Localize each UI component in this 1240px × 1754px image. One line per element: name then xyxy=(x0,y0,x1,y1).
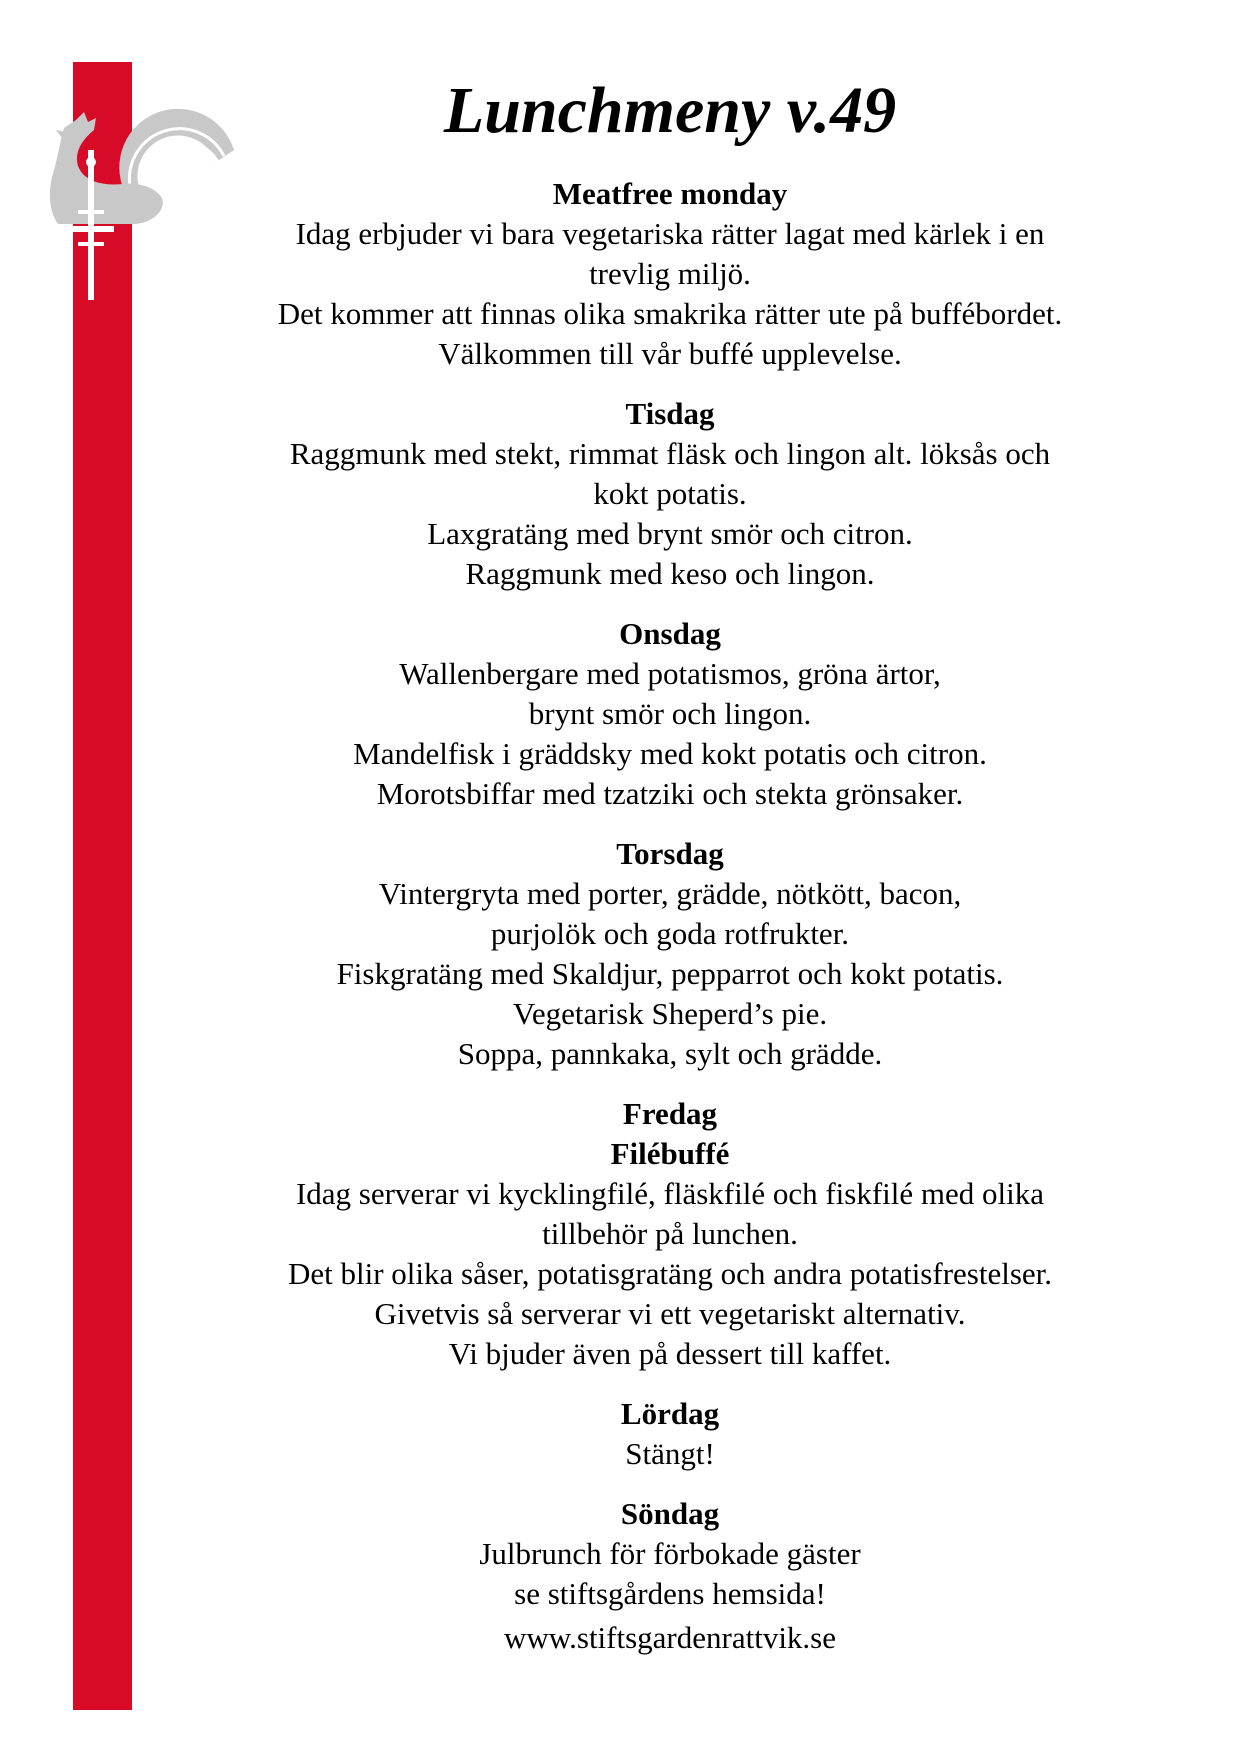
day-heading: Fredag xyxy=(622,1096,718,1131)
menu-line: Julbrunch för förbokade gäster xyxy=(479,1536,861,1571)
menu-line: Vegetarisk Sheperd’s pie. xyxy=(512,996,828,1031)
menu-line: trevlig miljö. xyxy=(589,256,751,291)
menu-line: purjolök och goda rotfrukter. xyxy=(490,916,850,951)
menu-line: Det blir olika såser, potatisgratäng och andra potatisfrestelser. xyxy=(287,1256,1053,1291)
menu-line: se stiftsgårdens hemsida! xyxy=(514,1576,826,1611)
day-section-fredag xyxy=(200,1094,1140,1374)
menu-line: tillbehör på lunchen. xyxy=(542,1216,798,1251)
menu-line: Morotsbiffar med tzatziki och stekta grönsaker. xyxy=(376,776,964,811)
menu-line: Laxgratäng med brynt smör och citron. xyxy=(427,516,913,551)
menu-line: Välkommen till vår buffé upplevelse. xyxy=(438,336,902,371)
day-heading: Söndag xyxy=(620,1496,720,1531)
menu-line: kokt potatis. xyxy=(593,476,747,511)
menu-line: Mandelfisk i gräddsky med kokt potatis och citron. xyxy=(353,736,987,771)
menu-line: Idag serverar vi kycklingfilé, fläskfilé och fiskfilé med olika xyxy=(295,1176,1045,1211)
day-heading: Meatfree monday xyxy=(552,176,788,211)
menu-line: Det kommer att finnas olika smakrika rätter ute på buffébordet. xyxy=(277,296,1063,331)
menu-line: Stängt! xyxy=(625,1436,715,1471)
day-heading: Lördag xyxy=(620,1396,720,1431)
website-link[interactable]: www.stiftsgardenrattvik.se xyxy=(503,1620,837,1655)
red-side-band xyxy=(73,62,132,1710)
menu-line: Wallenbergare med potatismos, gröna ärtor, xyxy=(399,656,941,691)
day-heading: Tisdag xyxy=(625,396,715,431)
day-heading: Onsdag xyxy=(619,616,721,651)
menu-line: Soppa, pannkaka, sylt och grädde. xyxy=(457,1036,883,1071)
day-subheading: Filébuffé xyxy=(610,1136,730,1171)
page-title: Lunchmeny v.49 xyxy=(443,74,897,147)
menu-line: Givetvis så serverar vi ett vegetariskt alternativ. xyxy=(374,1296,966,1331)
day-section-sondag xyxy=(200,1494,1140,1658)
day-section-lordag xyxy=(200,1394,1140,1474)
menu-line: Vi bjuder även på dessert till kaffet. xyxy=(448,1336,892,1371)
menu-line: brynt smör och lingon. xyxy=(528,696,812,731)
menu-line: Fiskgratäng med Skaldjur, pepparrot och kokt potatis. xyxy=(336,956,1004,991)
menu-line: Raggmunk med stekt, rimmat fläsk och lingon alt. löksås och xyxy=(289,436,1051,471)
day-section-monday xyxy=(200,174,1140,374)
menu-content xyxy=(200,66,1140,1678)
day-heading: Torsdag xyxy=(616,836,724,871)
menu-line: Vintergryta med porter, grädde, nötkött, bacon, xyxy=(378,876,962,911)
day-section-tisdag xyxy=(200,394,1140,594)
day-section-torsdag xyxy=(200,834,1140,1074)
day-section-onsdag xyxy=(200,614,1140,814)
menu-line: Raggmunk med keso och lingon. xyxy=(465,556,875,591)
menu-line: Idag erbjuder vi bara vegetariska rätter lagat med kärlek i en xyxy=(295,216,1045,251)
